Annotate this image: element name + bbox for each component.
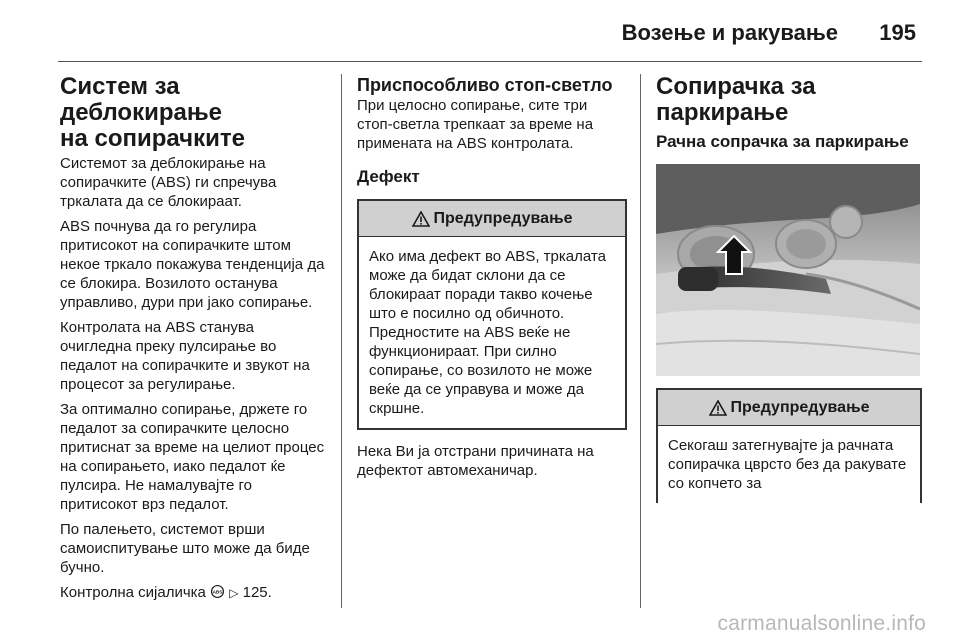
reference-arrow-icon: ▷ xyxy=(229,586,239,600)
warning-box xyxy=(357,199,627,430)
parking-brake-heading: Сопирачка за паркирање xyxy=(656,73,816,126)
brake-light-column xyxy=(357,74,627,480)
warning-triangle-icon xyxy=(709,400,727,416)
paragraph: За оптимално сопирање, држете го педалот за сопирачките целосно притиснат за време на целиот процес на сопирањето, иако педалот ќе пулсира. Не намалувајте го притисокот врз педалот. xyxy=(60,401,325,513)
svg-text:ABS: ABS xyxy=(212,589,223,595)
page-reference[interactable]: 125. xyxy=(242,584,272,601)
parking-brake-illustration xyxy=(656,164,920,376)
warning-header: Предупредување xyxy=(359,201,625,237)
page-number: 195 xyxy=(879,20,916,45)
column-divider xyxy=(341,74,342,608)
paragraph: По палењето, системот врши самоиспитување што може да биде бучно. xyxy=(60,521,310,576)
abs-column xyxy=(60,74,328,603)
warning-header: Предупредување xyxy=(658,390,920,426)
paragraph: Контролата на ABS станува очигледна преку пулсирање во педалот на сопирачките и звукот на процесот за регулирање. xyxy=(60,319,310,393)
paragraph: Контролна сијаличка ABS ▷ 125. xyxy=(60,584,272,601)
paragraph: Системот за деблокирање на сопирачките (ABS) ги спречува тркалата да се блокираат. xyxy=(60,155,277,210)
warning-text: Секогаш затегнувајте ја рачната сопирачка цврсто без да ракувате со копчето за xyxy=(668,437,907,492)
warning-box xyxy=(656,388,922,503)
paragraph: Нека Ви ја отстрани причината на дефектот автомеханичар. xyxy=(357,443,594,479)
section-title: Возење и ракување xyxy=(621,20,838,45)
warning-triangle-icon xyxy=(412,211,430,227)
abs-heading: Систем за деблокирање на сопирачките xyxy=(60,73,245,152)
page-header xyxy=(58,0,922,62)
parking-brake-photo xyxy=(656,164,920,376)
watermark: carmanualsonline.info xyxy=(717,612,926,635)
paragraph: ABS почнува да го регулира притисокот на сопирачките штом некое тркало покажува тенденција да се блокира. Возилото останува управливо, дури при јако сопирање. xyxy=(60,218,325,311)
brake-light-heading: Приспособливо стоп-светло xyxy=(357,75,613,95)
column-divider xyxy=(640,74,641,608)
warning-text: Ако има дефект во ABS, тркалата може да бидат склони да се блокираат поради такво кочење што е посилно од обичното. Предностите на ABS веќе не функционираат. При силно сопирање, со возилото не може веќе да се управува и може да скршне. xyxy=(369,248,606,417)
abs-warning-light-icon xyxy=(210,584,225,599)
manual-parking-brake-subheading: Рачна сопрачка за паркирање xyxy=(656,132,909,151)
paragraph: При целосно сопирање, сите три стоп-светла трепкаат за време на примената на ABS контролата. xyxy=(357,97,594,152)
parking-brake-column xyxy=(656,74,922,503)
fault-subheading: Дефект xyxy=(357,167,420,186)
